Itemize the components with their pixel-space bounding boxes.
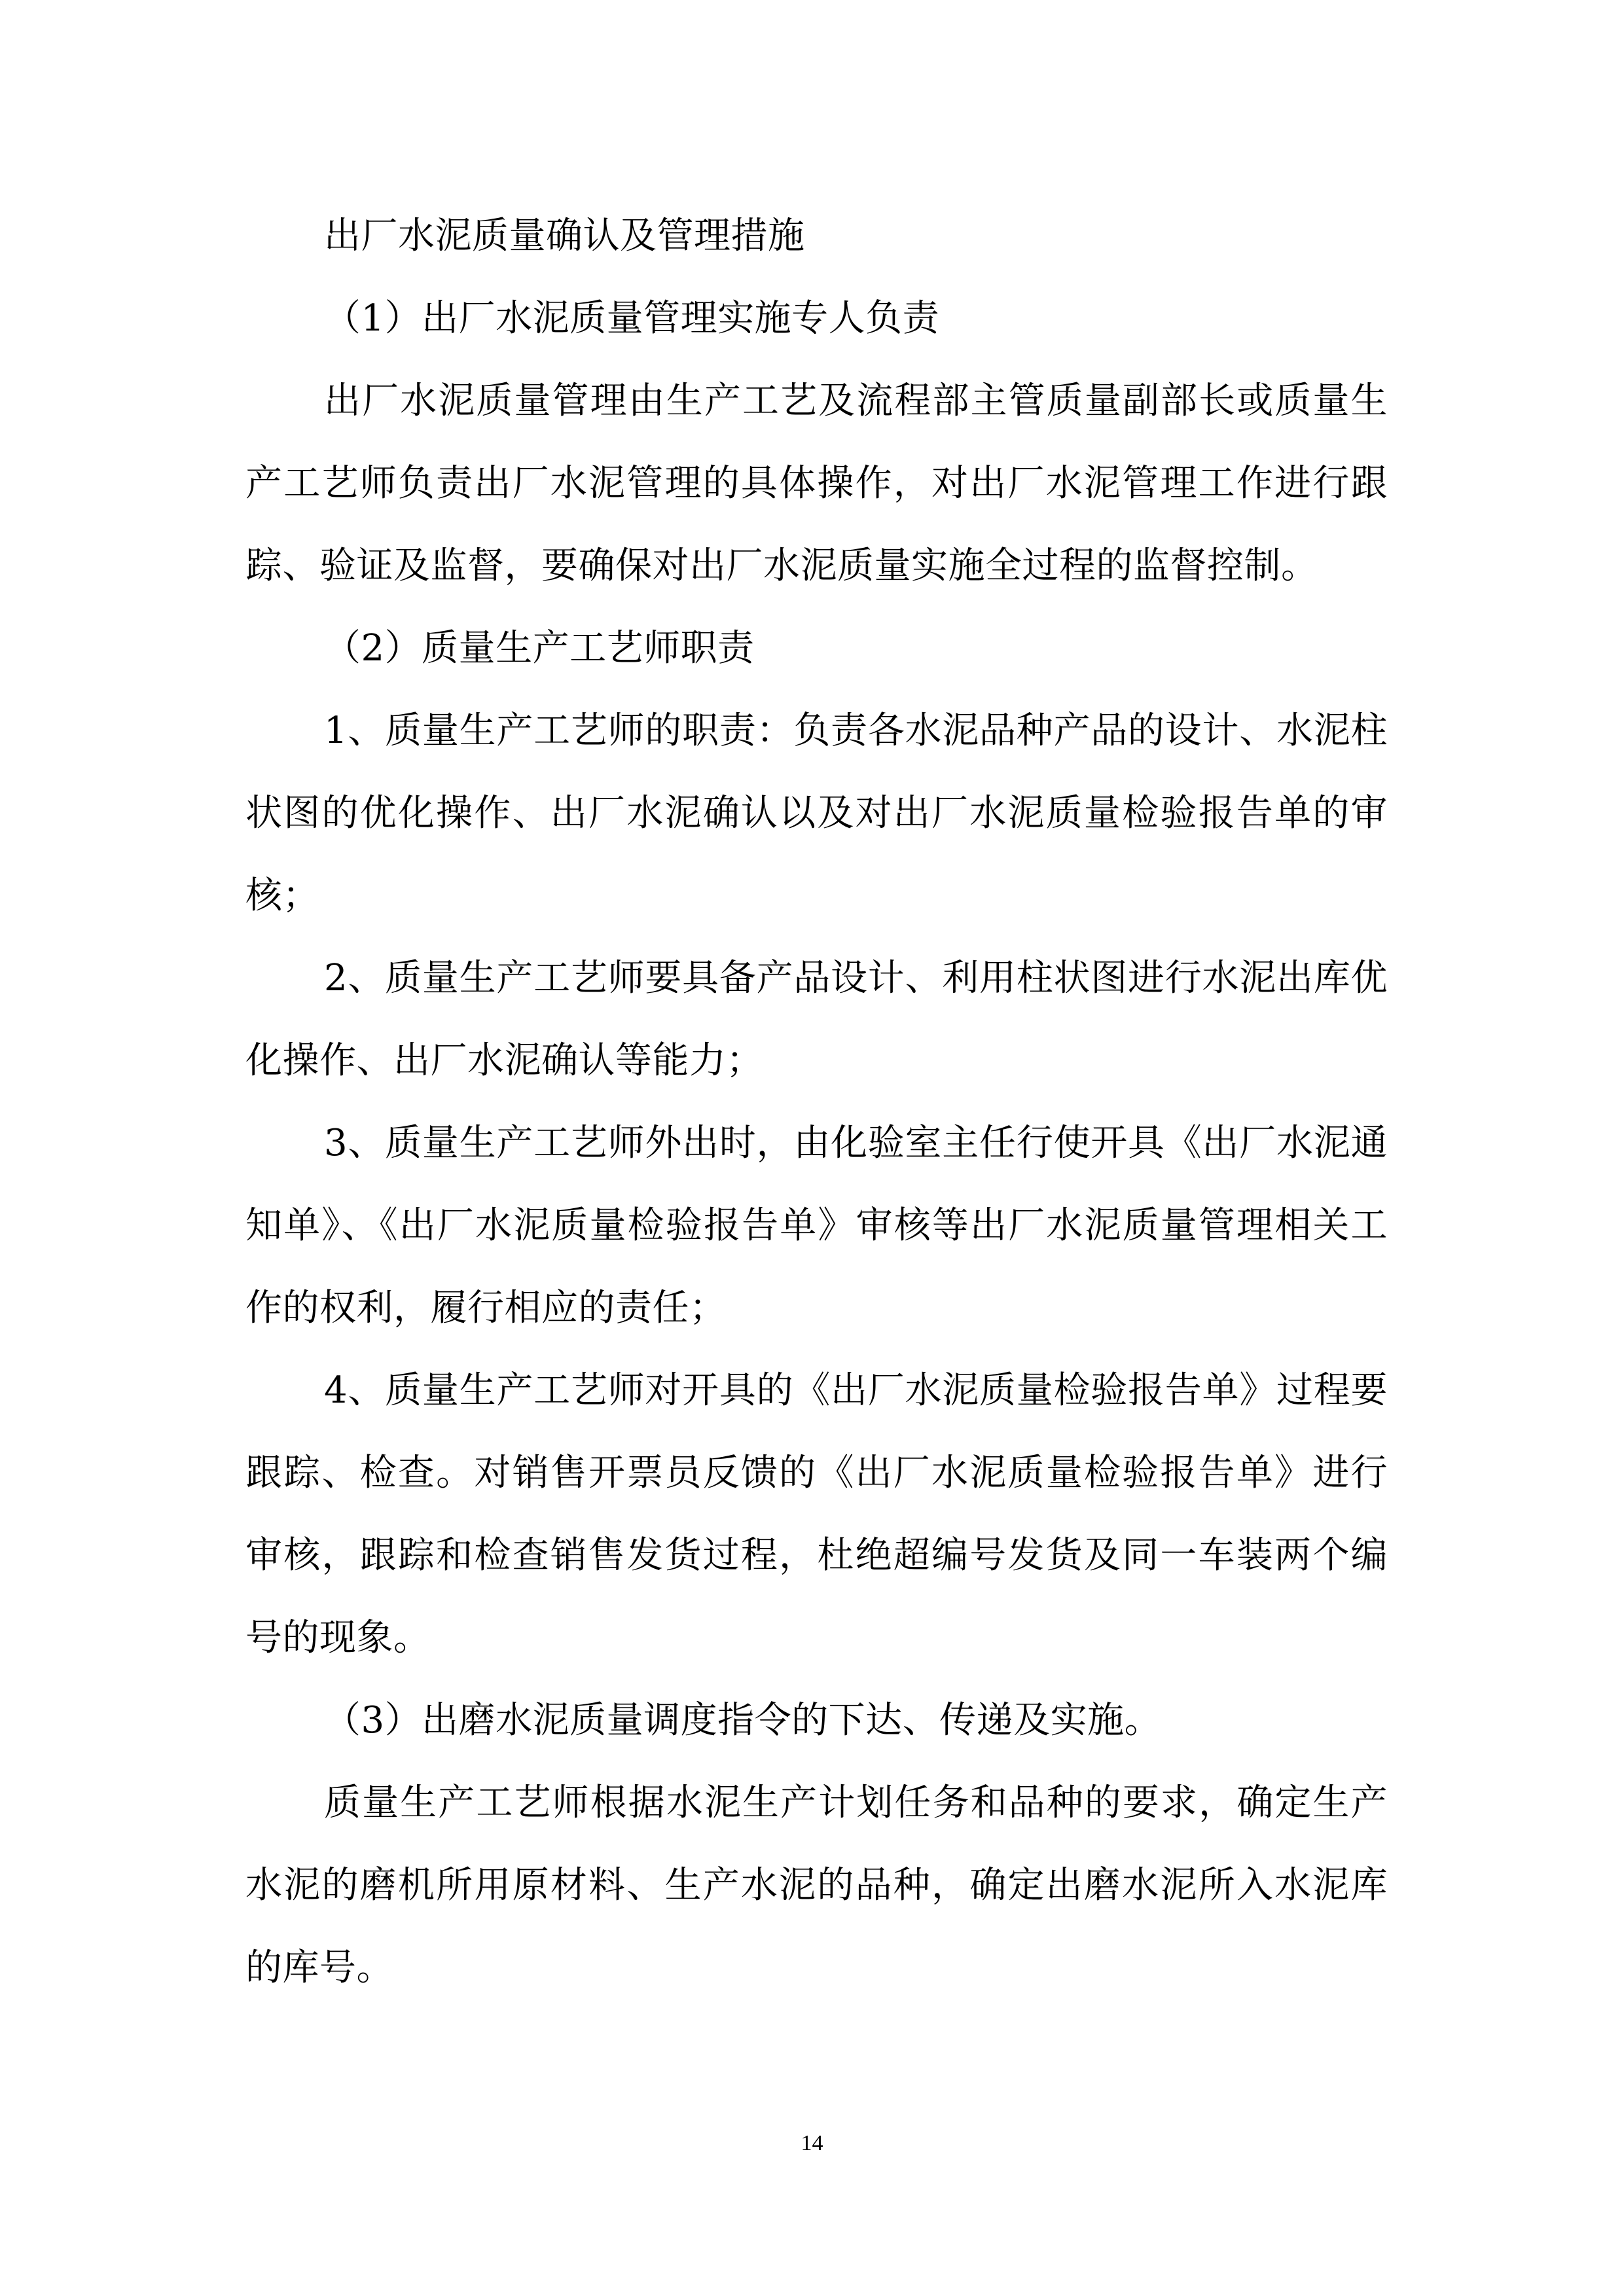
paragraph-dispatch: 质量生产工艺师根据水泥生产计划任务和品种的要求，确定生产水泥的磨机所用原材料、生产水泥的品种，确定出磨水泥所入水泥库的库号。 — [245, 1782, 1388, 1989]
subsection-heading-2: （2）质量生产工艺师职责 — [324, 627, 755, 670]
document-body — [245, 195, 1388, 2009]
page-number: 14 — [801, 2131, 823, 2155]
section-title: 出厂水泥质量确认及管理措施 — [324, 215, 805, 257]
list-item-2: 2、质量生产工艺师要具备产品设计、利用柱状图进行水泥出库优化操作、出厂水泥确认等能力； — [245, 957, 1388, 1082]
paragraph-management: 出厂水泥质量管理由生产工艺及流程部主管质量副部长或质量生产工艺师负责出厂水泥管理的具体操作，对出厂水泥管理工作进行跟踪、验证及监督，要确保对出厂水泥质量实施全过程的监督控制。 — [245, 380, 1388, 587]
subsection-heading-3: （3）出磨水泥质量调度指令的下达、传递及实施。 — [324, 1699, 1162, 1742]
subsection-heading-1: （1）出厂水泥质量管理实施专人负责 — [324, 297, 940, 340]
list-item-1: 1、质量生产工艺师的职责：负责各水泥品种产品的设计、水泥柱状图的优化操作、出厂水泥确认以及对出厂水泥质量检验报告单的审核； — [245, 709, 1388, 917]
list-item-3: 3、质量生产工艺师外出时，由化验室主任行使开具《出厂水泥通知单》、《出厂水泥质量检验报告单》审核等出厂水泥质量管理相关工作的权利，履行相应的责任； — [245, 1122, 1388, 1329]
list-item-4: 4、质量生产工艺师对开具的《出厂水泥质量检验报告单》过程要跟踪、检查。对销售开票员反馈的《出厂水泥质量检验报告单》进行审核，跟踪和检查销售发货过程，杜绝超编号发货及同一车装两个编号的现象。 — [245, 1369, 1388, 1659]
